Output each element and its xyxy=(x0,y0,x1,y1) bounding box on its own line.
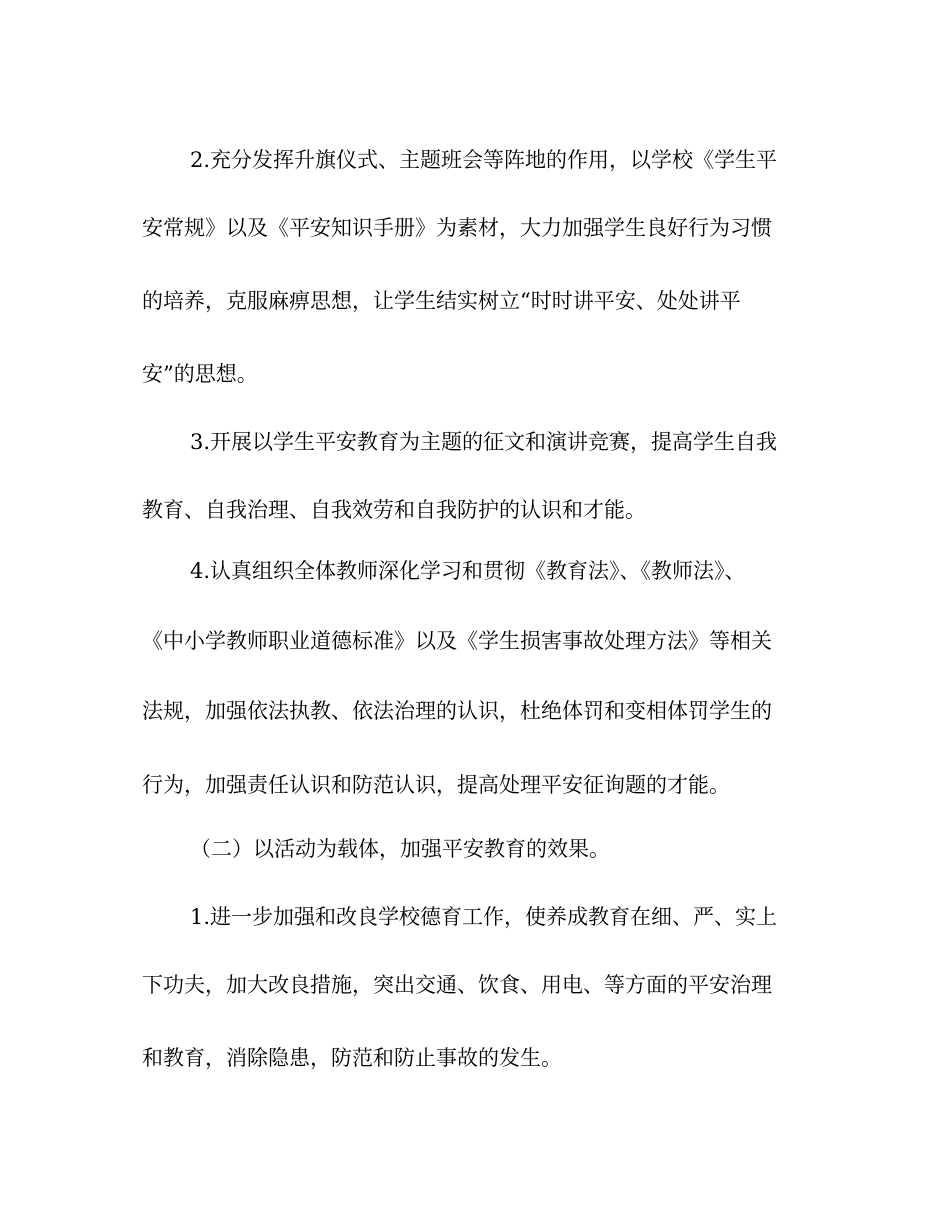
paragraph-1-line-2: 下功夫，加大改良措施，突出交通、饮食、用电、等方面的平安治理 xyxy=(142,973,772,997)
paragraph-1-line-1: 1.进一步加强和改良学校德育工作，使养成教育在细、严、实上 xyxy=(190,905,778,929)
paragraph-2-line-3: 的培养，克服麻痹思想，让学生结实树立“时时讲平安、处处讲平 xyxy=(142,289,741,313)
paragraph-4-line-3: 法规，加强依法执教、依法治理的认识，杜绝体罚和变相体罚学生的 xyxy=(142,699,772,723)
paragraph-3-line-2: 教育、自我治理、自我效劳和自我防护的认识和才能。 xyxy=(142,498,646,522)
paragraph-4-line-4: 行为，加强责任认识和防范认识，提高处理平安征询题的才能。 xyxy=(142,773,730,797)
paragraph-1-line-3: 和教育，消除隐患，防范和防止事故的发生。 xyxy=(142,1046,562,1070)
paragraph-4-line-2: 《中小学教师职业道德标准》以及《学生损害事故处理方法》等相关 xyxy=(142,629,772,653)
section-heading-2: （二）以活动为载体，加强平安教育的效果。 xyxy=(190,837,610,861)
paragraph-2-line-1: 2.充分发挥升旗仪式、主题班会等阵地的作用，以学校《学生平 xyxy=(190,148,778,172)
paragraph-2-line-4: 安”的思想。 xyxy=(142,362,258,386)
paragraph-4-line-1: 4.认真组织全体教师深化学习和贯彻《教育法》、《教师法》、 xyxy=(190,559,746,583)
paragraph-3-line-1: 3.开展以学生平安教育为主题的征文和演讲竞赛，提高学生自我 xyxy=(190,430,778,454)
paragraph-2-line-2: 安常规》以及《平安知识手册》为素材，大力加强学生良好行为习惯 xyxy=(142,216,772,240)
